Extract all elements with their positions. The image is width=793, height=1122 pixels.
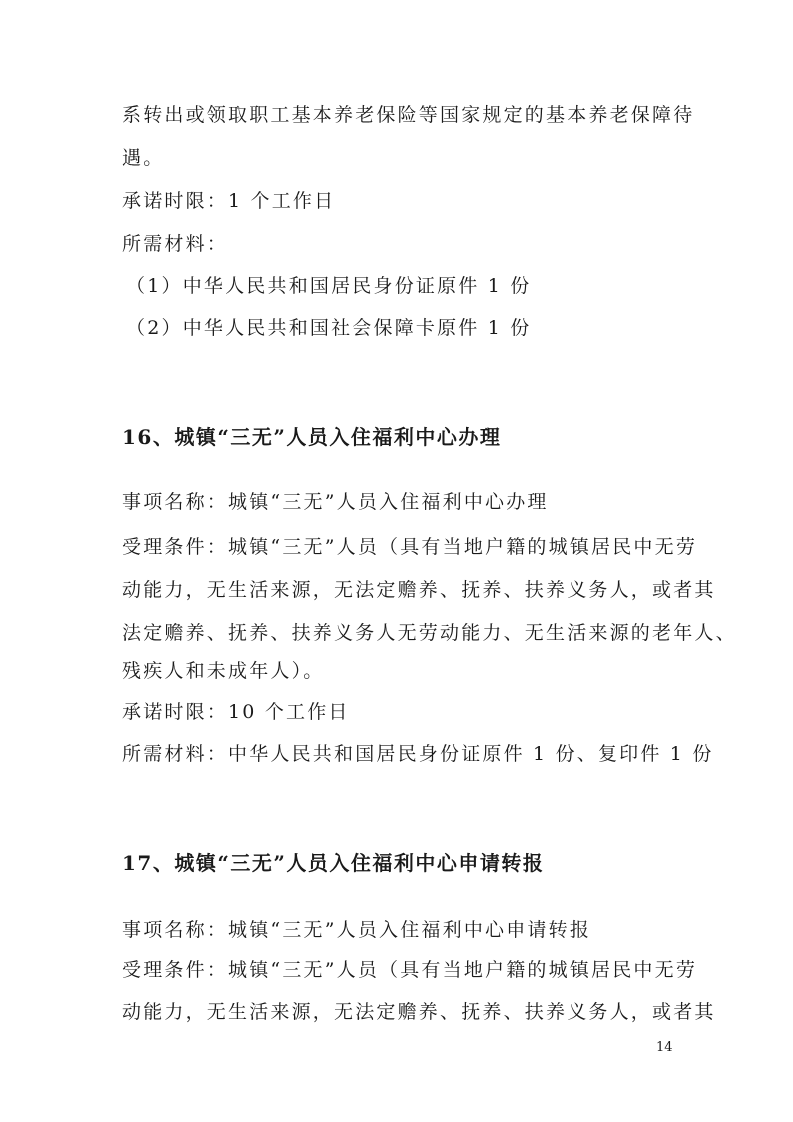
prev-item-materials-label: 所需材料： [122,233,229,255]
item-16-conditions-line-1: 受理条件：城镇“三无”人员（具有当地户籍的城镇居民中无劳 [122,536,698,558]
prev-item-continuation-line-1: 系转出或领取职工基本养老保险等国家规定的基本养老保障待 [122,104,695,126]
item-17-conditions-line-2: 动能力，无生活来源，无法定赡养、抚养、扶养义务人，或者其 [122,1001,716,1023]
item-17-name: 事项名称：城镇“三无”人员入住福利中心申请转报 [122,919,592,941]
page-number: 14 [656,1040,673,1055]
item-16-time-limit: 承诺时限：10 个工作日 [122,701,350,723]
item-16-conditions-line-3: 法定赡养、抚养、扶养义务人无劳动能力、无生活来源的老年人、 [122,622,737,644]
item-16-conditions-line-2: 动能力，无生活来源，无法定赡养、抚养、扶养义务人，或者其 [122,579,716,601]
prev-item-time-limit: 承诺时限：1 个工作日 [122,190,336,212]
item-17-conditions-line-1: 受理条件：城镇“三无”人员（具有当地户籍的城镇居民中无劳 [122,959,698,981]
item-16-conditions-line-4: 残疾人和未成年人）。 [122,660,325,682]
item-16-heading: 16、城镇“三无”人员入住福利中心办理 [122,425,502,449]
prev-item-material-1: （1）中华人民共和国居民身份证原件 1 份 [126,275,532,297]
item-17-heading: 17、城镇“三无”人员入住福利中心申请转报 [122,851,545,875]
item-16-materials: 所需材料：中华人民共和国居民身份证原件 1 份、复印件 1 份 [122,743,714,765]
prev-item-material-2: （2）中华人民共和国社会保障卡原件 1 份 [126,317,532,339]
item-16-name: 事项名称：城镇“三无”人员入住福利中心办理 [122,491,549,513]
prev-item-continuation-line-2: 遇。 [122,147,165,169]
